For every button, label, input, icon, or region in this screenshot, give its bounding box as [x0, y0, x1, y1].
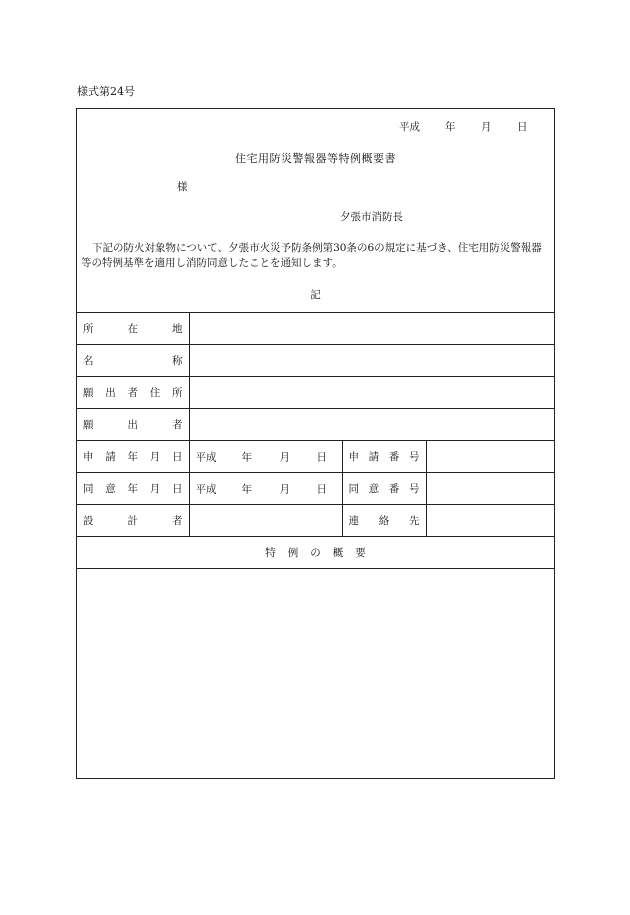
addressee-suffix: 様 [177, 181, 188, 193]
field-application-date[interactable]: 平成 年 月 日 [189, 441, 342, 473]
date-year: 年 [445, 121, 456, 133]
label-application-number: 申 請 番 号 [342, 441, 426, 473]
field-contact[interactable] [426, 505, 554, 537]
label-location: 所 在 地 [77, 313, 189, 345]
row-name [77, 345, 554, 377]
row-consent [77, 473, 554, 505]
label-consent-date: 同 意 年 月 日 [77, 473, 189, 505]
field-location[interactable] [189, 313, 554, 345]
field-consent-number[interactable] [426, 473, 554, 505]
date-month: 月 [481, 121, 492, 133]
label-applicant-address: 願 出 者 住 所 [77, 377, 189, 409]
label-contact: 連 絡 先 [342, 505, 426, 537]
label-applicant: 願 出 者 [77, 409, 189, 441]
summary-heading: 特 例 の 概 要 [77, 537, 554, 569]
details-table [77, 312, 554, 775]
label-application-date: 申 請 年 月 日 [77, 441, 189, 473]
field-summary[interactable] [77, 569, 554, 776]
row-applicant [77, 409, 554, 441]
field-applicant[interactable] [189, 409, 554, 441]
row-location [77, 313, 554, 345]
form-number: 様式第24号 [77, 85, 135, 98]
field-application-number[interactable] [426, 441, 554, 473]
field-applicant-address[interactable] [189, 377, 554, 409]
label-consent-number: 同 意 番 号 [342, 473, 426, 505]
label-name: 名 称 [77, 345, 189, 377]
row-summary-heading [77, 537, 554, 569]
row-application [77, 441, 554, 473]
date-era: 平成 [399, 121, 420, 133]
field-name[interactable] [189, 345, 554, 377]
field-designer[interactable] [189, 505, 342, 537]
row-designer [77, 505, 554, 537]
row-summary-body [77, 569, 554, 776]
form-frame [76, 108, 555, 779]
date-day: 日 [517, 121, 528, 133]
field-consent-date[interactable]: 平成 年 月 日 [189, 473, 342, 505]
document-title: 住宅用防災警報器等特例概要書 [235, 152, 396, 165]
notice-text: 下記の防火対象物について、夕張市火災予防条例第30条の6の規定に基づき、住宅用防災警報器等の特例基準を適用し消防同意したことを通知します。 [81, 242, 542, 269]
label-designer: 設 計 者 [77, 505, 189, 537]
issuer-name: 夕張市消防長 [340, 211, 403, 223]
row-applicant-address [77, 377, 554, 409]
ki-heading: 記 [310, 289, 321, 301]
